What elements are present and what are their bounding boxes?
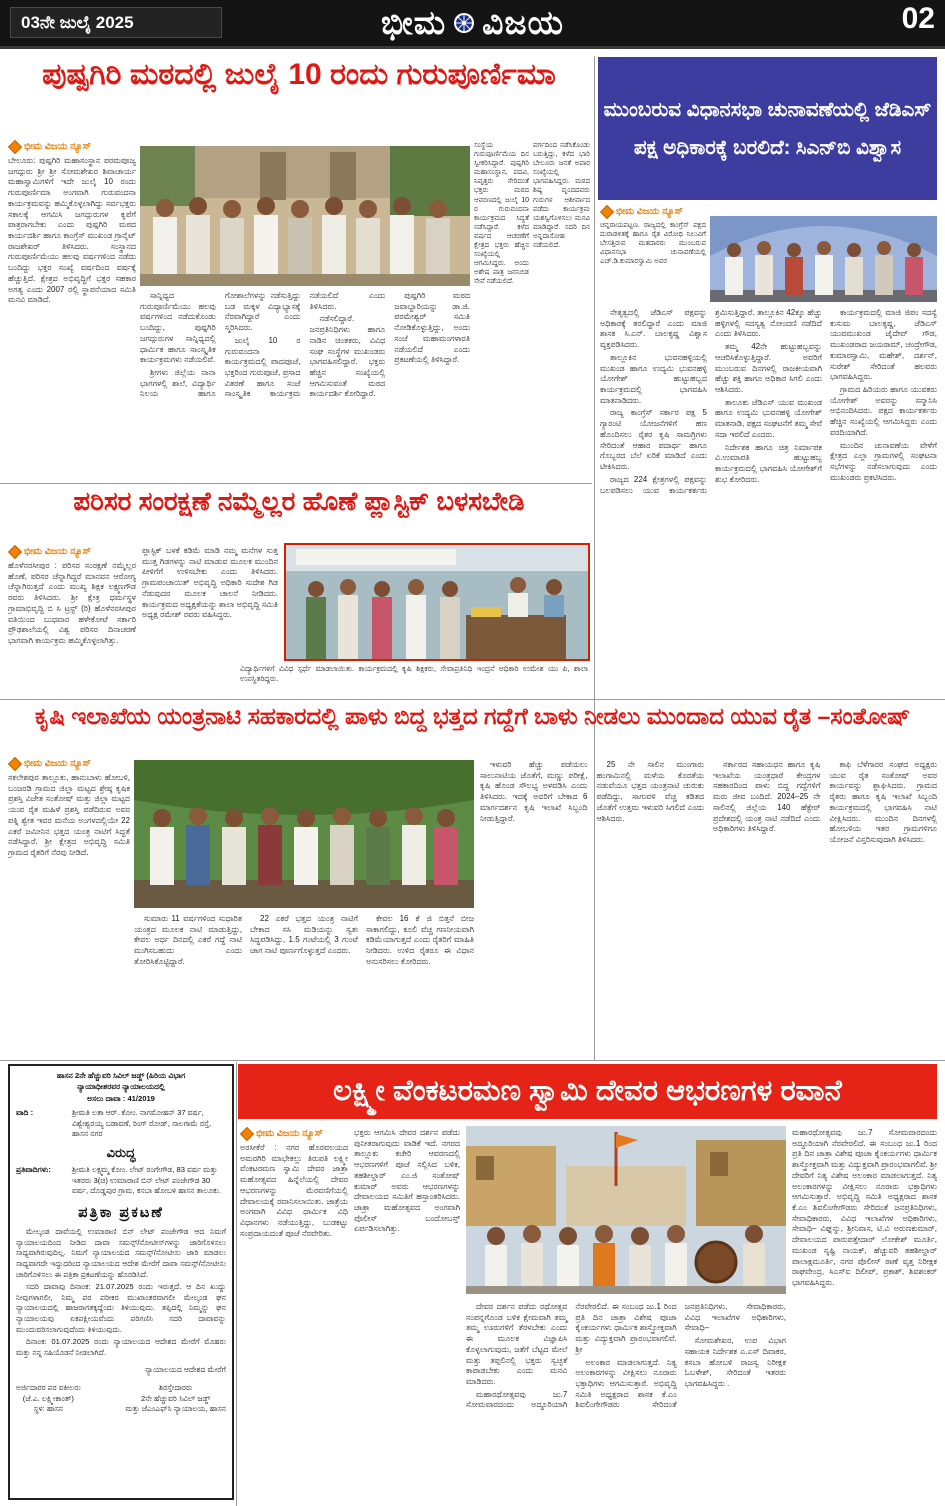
notice-sig-left1: ಅರ್ಜಿದಾರರ ಪರ ವಕೀಲರು [16, 1383, 81, 1393]
notice-defendants-label: ಪ್ರತಿವಾದಿಗಳು: [16, 1164, 51, 1174]
notice-plaintiff: ಶ್ರೀಮತಿ ಲತಾ ಆರ್. ಕೋಂ. ನಾಗಮೋಹನ್ 37 ವರ್ಷ, ವಿಶ್ವೇಶ್ವರಯ್ಯ ಬಡಾವಣೆ, ರಿಂಗ್ ರೋಡ್, ಸಾಲಗಾಮೆ ರಸ್ತೆ, ಹಾಸನ ನಗರ [72, 1107, 212, 1139]
byline-label: ಭೀಮ ವಿಜಯ ನ್ಯೂಸ್ [24, 546, 91, 557]
notice-para3: ದಿನಾಂಕ: 01.07.2025 ರಂದು ನ್ಯಾಯಾಲಯದ ಆದೇಶದ ಮೇರೆಗೆ ಮೊಹರು ಮತ್ತು ನನ್ನ ಸಹಿಯೊಡನೆ ನೀಡಲಾಗಿದೆ. [16, 1337, 226, 1357]
story2-col1: ಹೊಳೆನರಸೀಪುರ : ಪರಿಸರ ಸಂರಕ್ಷಣೆ ನಮ್ಮೆಲ್ಲರ ಹೊಣೆ, ಪರಿಸರ ಚೆನ್ನಾಗಿದ್ದರೆ ಮಾನವನ ಆರೋಗ್ಯ ಚೆನ್ನಾಗಿರುತ್ತದೆ ಎಂದು ಮುಖ್ಯ ಶಿಕ್ಷಕ ಲಕ್ಷ್ಮಣಗೌಡ ರವರು ತಿಳಿಸಿದರು. ಶ್ರೀ ಕ್ಷೇತ್ರ ಧರ್ಮಸ್ಥಳ ಗ್ರಾಮಾಭಿವೃದ್ಧಿ ಬಿ ಸಿ ಟ್ರಸ್ಟ್ (ರಿ) ಹೊಳೆನರಸೀಪುರ ವತಿಯಿಂದ ಬುಧವಾರ ಹಳೇಕೋಟೆ ಸರ್ಕಾರಿ ಪ್ರೌಢಶಾಲೆಯಲ್ಲಿ ವಿಶ್ವ ಪರಿಸರ ದಿನಾಚರಣೆ ಭಾಗವಾಗಿ ಕಾರ್ಯಕ್ರಮ ಹಮ್ಮಿಕೊಳ್ಳಲಾಗಿತ್ತು. [8, 561, 136, 646]
story4-lead: ಚನ್ನರಾಯಪಟ್ಟಣ. ರಾಜ್ಯದಲ್ಲಿ ಕಾಂಗ್ರೆಸ್ ಪಕ್ಷದ ದುರಾಡಳಿತಕ್ಕೆ ಹಾಗೂ ರೈತ ವಿರೋಧಿ ನಿಲುವಿಗೆ ಬೇಸತ್ತಿರುವ ಮತದಾರರು ಮುಂಬರುವ ವಿಧಾನಸಭಾ ಚುನಾವಣೆಯಲ್ಲಿ ಎಚ್.ಡಿ.ಕುಮಾರಸ್ವಾಮಿ ಅವರ [600, 222, 706, 266]
story3-byline [10, 758, 91, 769]
notice-sig-left2: (ಜೆ.ಎ. ಲಕ್ಷ್ಮೀಕಾಂತ್) [22, 1393, 74, 1403]
notice-title: ಪತ್ರಿಕಾ ಪ್ರಕಟಣೆ [78, 1204, 164, 1221]
notice-sig-right1: ಶಿರಸ್ತೇದಾರರು [158, 1383, 193, 1393]
story4-headline-line1: ಮುಂಬರುವ ವಿಧಾನಸಭಾ ಚುನಾವಣೆಯಲ್ಲಿ ಜೆಡಿಎಸ್ [603, 98, 932, 121]
notice-court-line1: ಹಾಸನ 2ನೇ ಹೆಚ್ಚುವರಿ ಸಿವಿಲ್ ಜಡ್ಜ್ (ಹಿರಿಯ ವಿಭಾಗ [56, 1071, 186, 1080]
byline-label: ಭೀಮ ವಿಜಯ ನ್ಯೂಸ್ [256, 1128, 323, 1139]
column-divider-bottom [236, 1062, 237, 1506]
story1-colR1: ಸಂಸ್ಥೆಯ ಗುರುಪೂರ್ಣಿಮೆಯ ದಿನ ಸ್ವೀಕರಿಸಿದ್ದಾರೆ. ಪುಷ್ಪಗಿರಿ ಮಹಾಸಂಸ್ಥಾನ, ಪದವಿ, ನಿವೃತ್ತರು ಸೇರಿದಂತೆ ಭಕ್ತರು ಮಠದ ಆವರಣದಲ್ಲಿ ಜುಲೈ 10 ರ ಗುರುವಂದನಾ ಕಾರ್ಯಕ್ರಮದ ಸಿದ್ಧತೆ ನಡೆಸಿದ್ದಾರೆ. ಕಳೆದ ವರ್ಷದ ಆಚರಣೆಗೆ ಕ್ಷೇತ್ರದ ಭಕ್ತರು ಹೆಚ್ಚಿನ ಸಂಖ್ಯೆಯಲ್ಲಿ ಆಗಮಿಸಿದ್ದರು. ಅಂದು ಅಶೇಷ ಪಾತ್ರ ಜನನಿಬಿಡ ಸೇವೆ ನಡೆಯಲಿದೆ. [474, 142, 529, 286]
story1-headline: ಪುಷ್ಪಗಿರಿ ಮಠದಲ್ಲಿ ಜುಲೈ 10 ರಂದು ಗುರುಪೂರ್ಣಿಮಾ [42, 58, 556, 91]
issue-date: 03ನೇ ಜುಲೈ 2025 [10, 7, 222, 38]
byline-flame-icon [240, 1126, 254, 1140]
story4-headline-line2: ಪಕ್ಷ ಅಧಿಕಾರಕ್ಕೆ ಬರಲಿದೆ: ಸಿಎನ್‌ಬಿ ವಿಶ್ವಾಸ [633, 136, 902, 159]
notice-sig-order: ನ್ಯಾಯಾಲಯದ ಆದೇಶದ ಮೇರೆಗೆ [145, 1364, 226, 1374]
masthead-left: ಭೀಮ [381, 3, 447, 41]
notice-signature-left [16, 1383, 81, 1415]
story5-col1: ಅರಸೀಕೆರೆ : ನಗರ ಹೊರವಲಯದ ಅಮರಗಿರಿ ಮಾಭೇಕಲ್ಲು ತಿರುಪತಿ ಲಕ್ಷ್ಮೀ ವೆಂಕಟರಮಣ ಸ್ವಾಮಿ ದೇವರ ಜಾತ್ರಾ ಮಹೋತ್ಸವದ ಹಿನ್ನೆಲೆಯಲ್ಲಿ ದೇವರ ಆಭರಣಗಳನ್ನು ಮೆರವಣಿಗೆಯಲ್ಲಿ ದೇವಾಲಯಕ್ಕೆ ರವಾನಿಸಲಾಯಿತು. ಜಾತ್ರೆಯ ಅಂಗವಾಗಿ ವಿವಿಧ ಧಾರ್ಮಿಕ ವಿಧಿ ವಿಧಾನಗಳು ನಡೆಯುತ್ತಿದ್ದು, ಬುಡಕಟ್ಟು ಸಂಪ್ರದಾಯದಂತೆ ಪೂಜೆ ನೆರವೇರಿತು. [240, 1143, 348, 1238]
story2-col2: ಪ್ಲಾಸ್ಟಿಕ್ ಬಳಕೆ ಕಡಿಮೆ ಮಾಡಿ ನಮ್ಮ ಮನೆಗಳ ಸುತ್ತ ಮುತ್ತ ಗಿಡಗಳನ್ನು ನಾಟಿ ಮಾಡುವ ಮೂಲಕ ಮುಂದಿನ ಪೀಳಿಗೆಗೆ ಉಳಿಸಬೇಕು ಎಂದು ತಿಳಿಸಿದರು. ಗ್ರಾಮಪಂಚಾಯಿತ್ ಅಭಿವೃದ್ಧಿ ಅಧಿಕಾರಿ ಸುದೇಶ ಗಿಡ ನೆಡುವುದರ ಮೂಲಕ ಚಾಲನೆ ನೀಡಿದರು. ಕಾರ್ಯಕ್ರಮದ ಅಧ್ಯಕ್ಷತೆಯನ್ನು ಶಾಲಾ ಅಭಿವೃದ್ಧಿ ಸಮಿತಿ ಅಧ್ಯಕ್ಷ ರಮೇಶ್ ರವರು ವಹಿಸಿದ್ದರು. [142, 546, 278, 620]
story3-headline: ಕೃಷಿ ಇಲಾಖೆಯ ಯಂತ್ರನಾಟಿ ಸಹಕಾರದಲ್ಲಿ ಪಾಳು ಬಿದ್ದ ಭತ್ತದ ಗದ್ದೆಗೆ ಬಾಳು ನೀಡಲು ಮುಂದಾದ ಯುವ ರೈತ –ಸಂತೋಷ್ [34, 703, 911, 729]
story1-byline [10, 141, 91, 152]
legal-notice [8, 1064, 234, 1500]
story1-col1: ಬೇಲೂರು: ಪುಷ್ಪಗಿರಿ ಮಹಾಸಂಸ್ಥಾನ ಪರಮಪೂಜ್ಯ ಜಗದ್ಗುರು ಶ್ರೀ ಶ್ರೀ ಸೋಮಶೇಖರ ಶಿವಾಚಾರ್ಯ ಮಹಾಸ್ವಾಮಿಗಳಿಗೆ ಇದೇ ಜುಲೈ 10 ರಂದು ಗುರುಪೂರ್ಣಿಮಾ ಅಂಗವಾಗಿ ಗುರುವಂದನಾ ಕಾರ್ಯಕ್ರಮವನ್ನು ಹಮ್ಮಿಕೊಳ್ಳಲಾಗಿದ್ದು ಸರ್ವಭಕ್ತರು ಸಕಾಲಕ್ಕೆ ಆಗಮಿಸಿ ಜಗದ್ಗುರುಗಳ ಕೃಪೆಗೆ ಪಾತ್ರರಾಗಬೇಕು ಎಂದು ಪುಷ್ಪಗಿರಿ ಮಠದ ಕಾರ್ಯದರ್ಶಿ ಹಾಗೂ ಕಾಂಗ್ರೆಸ್ ಮುಖಂಡ ಗ್ರಾನೈಟ್ ರಾಜಶೇಖರ್ ತಿಳಿಸಿದರು. ಸಂಸ್ಥಾನದ ಗುರುಪೂರ್ಣಿಮೆಯು ಹಲವು ವರ್ಷಗಳಿಂದ ನಡೆದು ಬಂದಿದ್ದು ಭಕ್ತರ ಸಂಖ್ಯೆ ವರ್ಷದಿಂದ ವರ್ಷಕ್ಕೆ ಹೆಚ್ಚುತ್ತಿದೆ. ಕ್ಷೇತ್ರದ ಅಭಿವೃದ್ಧಿಗೆ ಭಕ್ತರ ಸಹಕಾರ ಅಗತ್ಯ ಎಂದು 2007 ರಲ್ಲಿ ಸ್ಥಾಪನೆಯಾದ ಸಮಿತಿ ಮನವಿ ಮಾಡಿದೆ. [8, 156, 136, 305]
notice-plaintiff-label: ವಾದಿ : [16, 1107, 34, 1117]
story1-colR2: ವರ್ಗದಿಂದ ನಡೆಸಿಕೊಂಡು ಬರುತ್ತಿದ್ದು, ಕಳೆದ ಭಾರಿ ಬೇಲೂರು ಜನತೆ ಅಪಾರ ಸಂಖ್ಯೆಯಲ್ಲಿ ಭಾಗವಹಿಸಿದ್ದರು. ಮಠದ ಶಿಷ್ಯ ವೃಂದದವರು ಗುರುಗಳ ಆಶೀರ್ವಾದ ಪಡೆದು ಕಾರ್ಯಕ್ರಮ ಯಶಸ್ವಿಗೊಳಿಸಲು ಮನವಿ ಮಾಡಿದ್ದಾರೆ. ಸದರಿ ದಿನ ಅನ್ನದಾಸೋಹ ನಡೆಯಲಿದೆ. [533, 142, 590, 250]
story3-photo [134, 760, 474, 908]
story5-headline: ಲಕ್ಷ್ಮೀ ವೆಂಕಟರಮಣ ಸ್ವಾಮಿ ದೇವರ ಆಭರಣಗಳ ರವಾನೆ [333, 1075, 842, 1107]
story2-photo-caption: ವಿದ್ಯಾರ್ಥಿಗಳಿಗೆ ವಿವಿಧ ಸ್ಪರ್ಧೆ ಮಾಡಲಾಯಿತು. ಕಾರ್ಯಕ್ರಮದಲ್ಲಿ ಕೃಷಿ ಶಿಕ್ಷಕರು, ಸೇವಾಪ್ರತಿನಿಧಿ ಇಂದ್ರನೆ ಅಧಿಕಾರಿ ಉಮೇಶ ಯು ಪಿ, ಶಾಲಾ ಉಪಸ್ಥಿತರಿದ್ದರು. [240, 664, 588, 683]
story3-underphoto-text: ಸುಮಾರು 11 ವರ್ಷಗಳಿಂದ ಸುಧಾರಿತ ಯಂತ್ರದ ಮೂಲಕ ನಾಟಿ ಮಾಡುತ್ತಿದ್ದು, ಕೇವಲ ಅರ್ಧ ದಿನದಲ್ಲಿ ಎಕರೆ ಗದ್ದೆ ನಾಟಿ ಮುಗಿಸಬಹುದು ಎಂದು ತೋರಿಸಿಕೊಟ್ಟಿದ್ದಾರೆ. 22 ಎಕರೆ ಭತ್ತದ ಯಂತ್ರ ನಾಟಿಗೆ ಬೇಕಾದ ಸಸಿ ಮಡಿಯನ್ನು ಸ್ವತಃ ಸಿದ್ಧಪಡಿಸಿದ್ದು, 1.5 ಗಂಟೆಯಲ್ಲಿ 3 ಗುಂಟೆ ಜಾಗ ನಾಟಿ ಪೂರ್ಣಗೊಳ್ಳುತ್ತದೆ ಎಂದರು. ಕೇವಲ 16 ಕೆ ಜಿ ಬಿತ್ತನೆ ಬೀಜ ಸಾಕಾಗಲಿದ್ದು, ಕೂಲಿ ವೆಚ್ಚ ಗಣನೀಯವಾಗಿ ಕಡಿಮೆಯಾಗುತ್ತದೆ ಎಂದು ರೈತರಿಗೆ ಮಾಹಿತಿ ನೀಡಿದರು. ಉಳಿದ ರೈತರೂ ಈ ವಿಧಾನ ಅನುಸರಿಸಲು ಕೋರಿದರು. [134, 914, 474, 966]
story5-photo [466, 1126, 786, 1294]
byline-flame-icon [8, 139, 22, 153]
page-number: 02 [901, 2, 935, 35]
rule-above-bottom [0, 1060, 945, 1061]
notice-signature-right [125, 1383, 226, 1415]
story4-headline-box [598, 57, 937, 200]
story4-body-text: ನೇತೃತ್ವದಲ್ಲಿ ಜೆಡಿಎಸ್ ಪಕ್ಷವನ್ನು ಅಧಿಕಾರಕ್ಕೆ ತರಲಿದ್ದಾರೆ ಎಂದು ಮಾಜಿ ಶಾಸಕ ಸಿ.ಎನ್. ಬಾಲಕೃಷ್ಣ ವಿಶ್ವಾಸ ವ್ಯಕ್ತಪಡಿಸಿದರು. ತಾಲ್ಲೂಕಿನ ಭುವನಹಳ್ಳಿಯಲ್ಲಿ ಮುಖಂಡ ಹಾಗೂ ಉದ್ಯಮಿ ಭುವನಹಳ್ಳಿ ಯೋಗೇಶ್ ಹುಟ್ಟುಹಬ್ಬದ ಕಾರ್ಯಕ್ರಮದಲ್ಲಿ ಭಾಗವಹಿಸಿ ಮಾತನಾಡಿದರು. ರಾಜ್ಯ ಕಾಂಗ್ರೆಸ್ ಸರ್ಕಾರ ಪಕ್ಷ 5 ಗ್ಯಾರಂಟಿ ಯೋಜನೆಗಳಿಗೆ ಹಣ ಹೊಂದಿಸಲು ರೈತರ ಕೃಷಿ ಸಾಮಗ್ರಿಗಳು ಸೇರಿದಂತೆ ಆಹಾರ ಪದಾರ್ಥ ಹಾಗೂ ಗೊಬ್ಬರದ ಬೆಲೆ ಏರಿಕೆ ಮಾಡಿದೆ ಎಂದು ಟೀಕಿಸಿದರು. ರಾಜ್ಯದ 224 ಕ್ಷೇತ್ರಗಳಲ್ಲಿ ಪಕ್ಷವನ್ನು ಬಲಪಡಿಸಲು ಯುವ ಕಾರ್ಯಕರ್ತರು ಶ್ರಮಿಸುತ್ತಿದ್ದಾರೆ. ತಾಲ್ಲೂಕಿನ 42ಕ್ಕೂ ಹೆಚ್ಚು ಹಳ್ಳಿಗಳಲ್ಲಿ ಸದಸ್ಯತ್ವ ನೋಂದಣಿ ನಡೆದಿದೆ ಎಂದು ತಿಳಿಸಿದರು. ತಮ್ಮ 42ನೇ ಹುಟ್ಟುಹಬ್ಬವನ್ನು ಆಚರಿಸಿಕೊಳ್ಳುತ್ತಿದ್ದಾರೆ. ಅವರಿಗೆ ಮುಂಬರುವ ದಿನಗಳಲ್ಲಿ ರಾಜಕೀಯವಾಗಿ ಹೆಚ್ಚು ಶಕ್ತಿ ಹಾಗೂ ಅಧಿಕಾರ ಸಿಗಲಿ ಎಂದು ಆಶಿಸಿದರು. ತಾಲೂಕು ಜೆಡಿಎಸ್ ಯುವ ಮುಖಂಡ ಹಾಗೂ ಉದ್ಯಮಿ ಭುವನಹಳ್ಳಿ ಯೋಗೇಶ್ ಮಾತನಾಡಿ, ಪಕ್ಷದ ಸಂಘಟನೆಗೆ ತಮ್ಮ ಸೇವೆ ಸದಾ ಇರಲಿದೆ ಎಂದರು. ನಿರ್ದೇಶಕ ಹಾಗೂ ಚಿತ್ರ ನಿರ್ಮಾಪಕ ವಿ.ಉಮಾಪತಿ ಹುಟ್ಟುಹಬ್ಬ ಕಾರ್ಯಕ್ರಮದಲ್ಲಿ ಭಾಗವಹಿಸಿ ಯೋಗೇಶ್‌ಗೆ ಶುಭ ಕೋರಿದರು. ಕಾರ್ಯಕ್ರಮದಲ್ಲಿ ಮಾಜಿ ಜಿಪಂ ಸದಸ್ಯೆ ಕುಸುಮ ಬಾಲಕೃಷ್ಣ, ಜೆಡಿಎಸ್ ಯುವಮುಖಂಡ ಜೈದೇವ್ ಗೌಡ, ಮುಖಂಡರಾದ ಜಯರಾಮ್, ಚಂದ್ರೇಗೌಡ, ಕುಮಾರಸ್ವಾಮಿ, ಮಹೇಶ್, ದರ್ಶನ್, ಸುರೇಶ್ ಸೇರಿದಂತೆ ಹಲವರು ಭಾಗವಹಿಸಿದ್ದರು. ಗ್ರಾಮದ ಹಿರಿಯರು ಹಾಗೂ ಯುವಕರು ಯೋಗೇಶ್ ಅವರನ್ನು ಸನ್ಮಾನಿಸಿ ಅಭಿನಂದಿಸಿದರು. ಪಕ್ಷದ ಕಾರ್ಯಕರ್ತರು ಹೆಚ್ಚಿನ ಸಂಖ್ಯೆಯಲ್ಲಿ ಆಗಮಿಸಿದ್ದರು ಎಂದು ವರದಿಯಾಗಿದೆ. ಮುಂದಿನ ಚುನಾವಣೆಯ ವೇಳೆಗೆ ಕ್ಷೇತ್ರದ ಎಲ್ಲಾ ಗ್ರಾಮಗಳಲ್ಲಿ ಸಂಘಟನಾ ಸಭೆಗಳನ್ನು ನಡೆಸಲಾಗುವುದು ಎಂದು ಮುಖಂಡರು ಪ್ರಕಟಿಸಿದರು. [600, 308, 937, 495]
byline-flame-icon [600, 204, 614, 218]
byline-flame-icon [8, 756, 22, 770]
notice-sig-right2: 2ನೇ ಹೆಚ್ಚುವರಿ ಸಿವಿಲ್ ಜಡ್ಜ್ [141, 1393, 211, 1403]
chakra-icon [452, 11, 476, 35]
byline-label: ಭೀಮ ವಿಜಯ ನ್ಯೂಸ್ [24, 758, 91, 769]
story5-underphoto-text: ದೇವರ ದರ್ಶನ ಪಡೆದು ರಥೋತ್ಸವ ಸಂಪನ್ನಗೊಂಡ ಬಳಿಕ ಕ್ಷೇಮವಾಗಿ ತಮ್ಮ ತಮ್ಮ ಊರುಗಳಿಗೆ ತೆರಳಬೇಕು ಎಂದು ಈ ಮೂಲಕ ವಿಜ್ಞಾಪಿಸಿ ಕೊಳ್ಳಲಾಗುವುದು, ಜತೆಗೆ ಬೆಟ್ಟದ ಮೇಲೆ ಮತ್ತು ತಪ್ಪಲಿನಲ್ಲಿ ಭಕ್ತರು ಸ್ವಚ್ಛತೆ ಕಾಪಾಡಬೇಕು ಎಂದು ಮನವಿ ಮಾಡಿದರು. ಮಹಾರಥೋತ್ಸವವು ಜು.7 ಸೋಮವಾರದಂದು ಅದ್ಧೂರಿಯಾಗಿ ನೆರವೇರಲಿದೆ. ಈ ಸಂಬಂಧ ಜು.1 ರಿಂದ ಪ್ರತಿ ದಿನ ಜಾತ್ರಾ ವಿಶೇಷ ಪೂಜಾ ಕೈಂಕರ್ಯಗಳು ಧಾರ್ಮಿಕ ಶಾಸ್ತ್ರೋಕ್ತವಾಗಿ ಮತ್ತು ವಿದ್ಯುಕ್ತವಾಗಿ ಪ್ರಾರಂಭವಾಗಲಿವೆ. ಶ್ರೀ ಅಲಂಕಾರ ಮಾಡಲಾಗುತ್ತದೆ. ನಿತ್ಯ ಅಲಂಕಾರಗಳನ್ನು ವೀಕ್ಷಿಸಲು ನೂರಾರು ಭಕ್ತಾಧಿಗಳು ಆಗಮಿಸುತ್ತಾರೆ. ಅಭಿವೃದ್ಧಿ ಸಮಿತಿ ಅಧ್ಯಕ್ಷರಾದ ಶಾಸಕ ಕೆ.ಎಂ ಶಿವಲಿಂಗೇಗೌಡರು ಸೇರಿದಂತೆ ಜನಪ್ರತಿನಿಧಿಗಳು, ಸೇವಾಧಿಕಾರರು, ವಿವಿಧ ಇಲಾಖೆಗಳ ಅಧಿಕಾರಿಗಳು, ಸೇವಾಧಿ– ಸೋಮಶೇಖರ, ಉಪ ವಿಭಾಗ ಸಹಾಯಕ ನಿರ್ದೇಶಕ ಎ.ಎಸ್ ದಿವಾಕರ, ಕಸಬಾ ಹೋಬಳಿ ರಾಜಸ್ವ ನಿರೀಕ್ಷಕ ಓಬಳೇಶ್, ಸೇರಿದಂತೆ ಇತರರು ಭಾಗವಹಿಸಿದ್ದರು . [466, 1302, 786, 1410]
byline-label: ಭೀಮ ವಿಜಯ ನ್ಯೂಸ್ [24, 141, 91, 152]
story5-headline-box [238, 1064, 937, 1119]
story1-underphoto-text: ಸಾನ್ನಿಧ್ಯದ ಗುರುಪೂರ್ಣಿಮೆಯು ಹಲವು ವರ್ಷಗಳಿಂದ ನಡೆದುಕೊಂಡು ಬಂದಿದ್ದು, ಪುಷ್ಪಗಿರಿ ಜಗದ್ಗುರುಗಳ ಸಾನ್ನಿಧ್ಯದಲ್ಲಿ ಧಾರ್ಮಿಕ ಹಾಗೂ ಸಾಂಸ್ಕೃತಿಕ ಕಾರ್ಯಕ್ರಮಗಳು ನಡೆಯಲಿವೆ. ಶ್ರೀಗಳು ಜಿಲ್ಲೆಯ ನಾನಾ ಭಾಗಗಳಲ್ಲಿ ಶಾಲೆ, ವಿದ್ಯಾರ್ಥಿ ನಿಲಯ ಹಾಗೂ ಗೋಶಾಲೆಗಳನ್ನು ನಡೆಸುತ್ತಿದ್ದು ಬಡ ಮಕ್ಕಳ ವಿದ್ಯಾಭ್ಯಾಸಕ್ಕೆ ನೆರವಾಗಿದ್ದಾರೆ ಎಂದು ಸ್ಮರಿಸಿದರು. ಜುಲೈ 10 ರ ಗುರುವಂದನಾ ಕಾರ್ಯಕ್ರಮದಲ್ಲಿ ಪಾದಪೂಜೆ, ಭಕ್ತರಿಂದ ಗುರುಪೂಜೆ, ಪ್ರಸಾದ ವಿತರಣೆ ಹಾಗೂ ಸಂಜೆ ಸಾಂಸ್ಕೃತಿಕ ಕಾರ್ಯಕ್ರಮ ನಡೆಯಲಿದೆ ಎಂದು ತಿಳಿಸಿದರು. ನಡೆಸಲಿದ್ದಾರೆ. ಜನಪ್ರತಿನಿಧಿಗಳು ಹಾಗೂ ನಾಡಿನ ಚಿಂತಕರು, ವಿವಿಧ ಸಂಘ ಸಂಸ್ಥೆಗಳ ಮುಖಂಡರು ಭಾಗವಹಿಸಲಿದ್ದಾರೆ. ಭಕ್ತರು ಹೆಚ್ಚಿನ ಸಂಖ್ಯೆಯಲ್ಲಿ ಆಗಮಿಸುವಂತೆ ಮಠದ ಕಾರ್ಯದರ್ಶಿ ಕೋರಿದ್ದಾರೆ. ಪುಷ್ಪಗಿರಿ ಮಠದ ಜವಾಬ್ದಾರಿಯನ್ನು ಡಾ.ಜಿ. ಪರಮೇಶ್ವರ್ ಸಮಿತಿ ನೋಡಿಕೊಳ್ಳುತ್ತಿದ್ದು, ಅಂದು ಸಂಜೆ ಮಹಾಮಂಗಳಾರತಿ ನಡೆಯಲಿದೆ ಎಂದು ಪ್ರಕಟಣೆಯಲ್ಲಿ ತಿಳಿಸಿದ್ದಾರೆ. [140, 291, 470, 399]
notice-versus: ವಿರುದ್ಧ [106, 1144, 136, 1160]
notice-defendants: ಶ್ರೀಮತಿ ಲಕ್ಷ್ಮಮ್ಮ ಕೋಂ. ಲೇಟ್ ರಂಗೇಗೌಡ, 83 ವರ್ಷ ಮತ್ತು ಇತರರು 3(ಚಿ) ಉಮಾರಾಣಿ ಬಿನ್ ಲೇಟ್ ಪಂಜೇಗೌಡ 30 ವರ್ಷ, ದೊಡ್ಡಪುರ ಗ್ರಾಮ, ಕಸಬಾ ಹೋಬಳಿ ಹಾಸನ ತಾಲೂಕು. [72, 1164, 221, 1196]
story3-col1: ಸಕಲೇಶಪುರ ತಾಲ್ಲೂಕು, ಹಾನುಬಾಳು ಹೋಬಳಿ, ಬಂಜರಡಿ ಗ್ರಾಮದ ಜಿಲ್ಲಾ ಮಟ್ಟದ ಶ್ರೇಷ್ಠ ಕೃಷಿಕ ಪ್ರಶಸ್ತಿ ವಿಜೇತ ಸಂತೋಷ್ ಮತ್ತು ಜಿಲ್ಲಾ ಮಟ್ಟದ ಯುವ ರೈತ ಮಹಿಳೆ ಪ್ರಶಸ್ತಿ ಪಡೆದಿರುವ ಅವರ ಪತ್ನಿ ಶ್ವೇತ ಇವರ ಮನೆಯ ಅಂಗಳದಲ್ಲಿಯೇ 22 ಎಕರೆ ಜಮೀನಿನ ಭತ್ತದ ಯಂತ್ರ ನಾಟಿಗೆ ಸಿದ್ಧತೆ ನಡೆಸಿದ್ದಾರೆ. ಶ್ರೀ ಕ್ಷೇತ್ರದ ಅಭಿವೃದ್ಧಿ ಸಮಿತಿ ಗ್ರಾಮದ ರೈತರಿಗೆ ನೆರವು ನೀಡಿದೆ. [8, 773, 130, 858]
masthead-title [0, 0, 945, 46]
notice-para1: ಮೇಲ್ಕಂಡ ದಾವೆಯಲ್ಲಿ ಉಮಾರಾಣಿ ಬಿನ್ ಲೇಟ್ ಪಂಜೇಗೌಡ ಆದ ನಿಮಗೆ ನ್ಯಾಯಾಲಯದಿಂದ ನೀಡಿದ ದಾವಾ ಸಮನ್ಸ್/ನೋಟೀಸ್‌ಗಳನ್ನು ಜಾರಿಗೊಳಿಸಲು ಸಾಧ್ಯವಾಗಿರುವುದಿಲ್ಲ. ನಿಮಗೆ ನ್ಯಾಯಾಲಯದ ಸಮನ್ಸ್/ನೋಟೀಸು ಜಾರಿ ಮಾಡಲು ಸಾಧ್ಯವಾಗದೇ ಇದ್ದುದರಿಂದ ನ್ಯಾಯಾಲಯದ ಆದೇಶ ಮೇರೆಗೆ ದಾವಾ ಸಮನ್ಸ್/ನೋಟೀಸು ಜಾರಿಗೊಳಿಸಲು ಈ ಪತ್ರಿಕಾ ಪ್ರಕಟಣೆಯನ್ನು ಹೊರಡಿಸಿದೆ. [16, 1227, 226, 1279]
notice-sig-left3: ಸ್ಥಳ: ಹಾಸನ [33, 1404, 64, 1414]
story5-byline [242, 1128, 323, 1139]
story2-photo [284, 543, 590, 661]
story5-right-col: ಮಹಾರಥೋತ್ಸವವು ಜು.7 ಸೋಮವಾರದಂದು ಅದ್ಧೂರಿಯಾಗಿ ನೆರವೇರಲಿದೆ. ಈ ಸಂಬಂಧ ಜು.1 ರಿಂದ ಪ್ರತಿ ದಿನ ಜಾತ್ರಾ ವಿಶೇಷ ಪೂಜಾ ಕೈಂಕರ್ಯಗಳು ಧಾರ್ಮಿಕ ಶಾಸ್ತ್ರೋಕ್ತವಾಗಿ ಮತ್ತು ವಿದ್ಯುಕ್ತವಾಗಿ ಪ್ರಾರಂಭವಾಗಲಿವೆ. ಶ್ರೀ ದೇವರಿಗೆ ನಿತ್ಯ ವಿಶೇಷ ಅಲಂಕಾರ ಮಾಡಲಾಗುತ್ತದೆ. ನಿತ್ಯ ಅಲಂಕಾರಗಳನ್ನು ವೀಕ್ಷಿಸಲು ನೂರಾರು ಭಕ್ತಾಧಿಗಳು ಆಗಮಿಸುತ್ತಾರೆ. ಅಭಿವೃದ್ಧಿ ಸಮಿತಿ ಅಧ್ಯಕ್ಷರಾದ ಶಾಸಕ ಕೆ.ಎಂ ಶಿವಲಿಂಗೇಗೌಡರು ಸೇರಿದಂತೆ ಜನಪ್ರತಿನಿಧಿಗಳು, ಸೇವಾಧಿಕಾರರು, ವಿವಿಧ ಇಲಾಖೆಗಳ ಅಧಿಕಾರಿಗಳು, ಸೇವಾಧಿ– ವಿಘ್ನನ್ನು, ಶ್ರೀನಿವಾಸ, ಟಿ.ವಿ ಅರುಣಕುಮಾರ್, ದೇವಾಲಯದ ಪಾರುಪತ್ತೇದಾರ್ ಲೋಕೇಶ್ ಮೂರ್ತಿ, ಮುಖಂಡ ಸೃಷ್ಟಿ ನಾಯಕ್, ಹೆಚ್ಚುವರಿ ತಹಶೀಲ್ದಾರ್ ಪಾಲಾಕ್ಷಮೂರ್ತಿ, ನಗರ ಪೊಲೀಸ್ ಠಾಣೆ ವೃತ್ತ ನಿರೀಕ್ಷಕ ರಾಘವೇಂದ್ರ, ಸಿಎಸ್‌ಐ ದಿಲೀಪ್, ಪ್ರಕಾಶ್, ಶಿವಶಂಕರ್ ಭಾಗವಹಿಸಿದ್ದರು. [792, 1128, 937, 1288]
story1-photo [140, 146, 470, 286]
story2-byline [10, 546, 91, 557]
byline-label: ಭೀಮ ವಿಜಯ ನ್ಯೂಸ್ [616, 206, 683, 217]
notice-para2: ಸದರಿ ದಾವಾವು ದಿನಾಂಕ: 21.07.2025 ರಂದು ಇರುತ್ತದೆ. ಆ ದಿನ ಖುದ್ದು ನೀವುಗಳಾಗಲೀ, ನಿಮ್ಮ ಪರ ಪರೀಕರ ಮುಖಾಂತರವಾಗಲೀ ಮೇಲ್ಕಂಡ ಘನ ನ್ಯಾಯಾಲಯದಲ್ಲಿ ಹಾಜರಾಗತಕ್ಕದ್ದೆಂದು ತಿಳಿಯುವುದು. ತಪ್ಪಿದಲ್ಲಿ ನಿಮ್ಮನ್ನು ಘನ ನ್ಯಾಯಾಲಯವು ಏಕಪಕ್ಷೀಯವೆಂದು ಪರಿಗಣಿಸಿ ಸದರಿ ದಾವಾವನ್ನು ಮುಂದುವರಿಸಲಾಗುವುದೆಂದು ತಿಳಿಯುವುದು. [16, 1282, 226, 1334]
story4-photo [710, 216, 937, 302]
story5-col2: ಭಕ್ತರು ಆಗಮಿಸಿ ದೇವರ ದರ್ಶನ ಪಡೆದು ಪುನೀತರಾಗುವುದು ವಾಡಿಕೆ ಇದೆ. ನಗರದ ತಾಲ್ಲೂಕು ಕಚೇರಿ ಆವರಣದಲ್ಲಿ ಆಭರಣಗಳಿಗೆ ಪೂಜೆ ಸಲ್ಲಿಸಿದ ಬಳಿಕ, ತಹಶೀಲ್ದಾರ್ ಎಂ.ಜಿ ಸಂತೋಷ್ ಕುಮಾರ್ ಅವರು ಆಭರಣಗಳನ್ನು ದೇವಾಲಯದ ಸಮಿತಿಗೆ ಹಸ್ತಾಂತರಿಸಿದರು. ಜಾತ್ರಾ ಮಹೋತ್ಸವದ ಅಂಗವಾಗಿ ಪೊಲೀಸ್ ಬಂದೋಬಸ್ತ್ ಏರ್ಪಡಿಸಲಾಗಿತ್ತು. [354, 1128, 460, 1234]
notice-sig-right3: ಮತ್ತು ಜೆಎಂಎಫ್‌ಸಿ ನ್ಯಾಯಾಲಯ, ಹಾಸನ [125, 1404, 226, 1414]
story3-right-text: ಇಳುವರಿ ಹೆಚ್ಚು ಪಡೆಯಲು ಸಾಲುನಾಟಿಯ ಜೊತೆಗೆ, ಮಣ್ಣು ಪರೀಕ್ಷೆ, ಕೃಷಿ ಹೊಂಡ ಸೌಲಭ್ಯ ಅಳವಡಿಸಿ ಎಂದು ತಿಳಿಸಿದರು. ಇದಕ್ಕೆ ಅವರಿಗೆ ಬೇಕಾದ 6 ಮಾರ್ಗದರ್ಶನ ಕೃಷಿ ಇಲಾಖೆ ಸಿಬ್ಬಂದಿ ನೀಡುತ್ತಿದ್ದಾರೆ. 25 ನೇ ಸಾಲಿನ ಮುಂಗಾರು ಹಂಗಾಮಿನಲ್ಲಿ ಮಳೆಯ ಕೊರತೆಯ ನಡುವೆಯೂ ಭತ್ತದ ಯಂತ್ರನಾಟಿ ಚುರುಕು ಪಡೆದಿದ್ದು, ಸಾಗುವಳಿ ವೆಚ್ಚ ಕಡಿತದ ಜೊತೆಗೆ ಉತ್ತಮ ಇಳುವರಿ ಸಿಗಲಿದೆ ಎಂದು ಆಶಿಸಿದರು. ಸರ್ಕಾರದ ಸಹಾಯಧನ ಹಾಗೂ ಕೃಷಿ ಇಲಾಖೆಯ ಯಂತ್ರಧಾರೆ ಕೇಂದ್ರಗಳ ಸಹಕಾರದಿಂದ ಪಾಳು ಬಿದ್ದ ಗದ್ದೆಗಳಿಗೆ ಮರು ಜೀವ ಬಂದಿದೆ. 2024–25 ನೇ ಸಾಲಿನಲ್ಲಿ ಜಿಲ್ಲೆಯ 140 ಹೆಕ್ಟೇರ್ ಪ್ರದೇಶದಲ್ಲಿ ಯಂತ್ರ ನಾಟಿ ನಡೆದಿದೆ ಎಂದು ಅಧಿಕಾರಿಗಳು ತಿಳಿಸಿದ್ದಾರೆ. ಕಾಫಿ ಬೆಳೆಗಾರರ ಸಂಘದ ಅಧ್ಯಕ್ಷರು ಯುವ ರೈತ ಸಂತೋಷ್ ಅವರ ಕಾರ್ಯವನ್ನು ಶ್ಲಾಘಿಸಿದರು. ಗ್ರಾಮದ ರೈತರು ಹಾಗೂ ಕೃಷಿ ಇಲಾಖೆ ಸಿಬ್ಬಂದಿ ಕಾರ್ಯಕ್ರಮದಲ್ಲಿ ಭಾಗವಹಿಸಿ ನಾಟಿ ವೀಕ್ಷಿಸಿದರು. ಮುಂದಿನ ದಿನಗಳಲ್ಲಿ ಹೋಬಳಿಯ ಇತರ ಗ್ರಾಮಗಳಿಗೂ ಯೋಜನೆ ವಿಸ್ತರಿಸುವುದಾಗಿ ತಿಳಿಸಿದರು. [480, 760, 937, 845]
story2-headline: ಪರಿಸರ ಸಂರಕ್ಷಣೆ ನಮ್ಮೆಲ್ಲರ ಹೊಣೆ ಪ್ಲಾಸ್ಟಿಕ್ ಬಳಸಬೇಡಿ [73, 486, 525, 516]
story4-byline [602, 206, 683, 217]
masthead-right: ವಿಜಯ [482, 3, 564, 41]
notice-court-line2: ನ್ಯಾಯಾಧೀಶರವರ ನ್ಯಾಯಾಲಯದಲ್ಲಿ [77, 1081, 165, 1091]
byline-flame-icon [8, 544, 22, 558]
notice-case-number: ಅಸಲು ದಾವಾ : 41/2019 [87, 1094, 155, 1104]
